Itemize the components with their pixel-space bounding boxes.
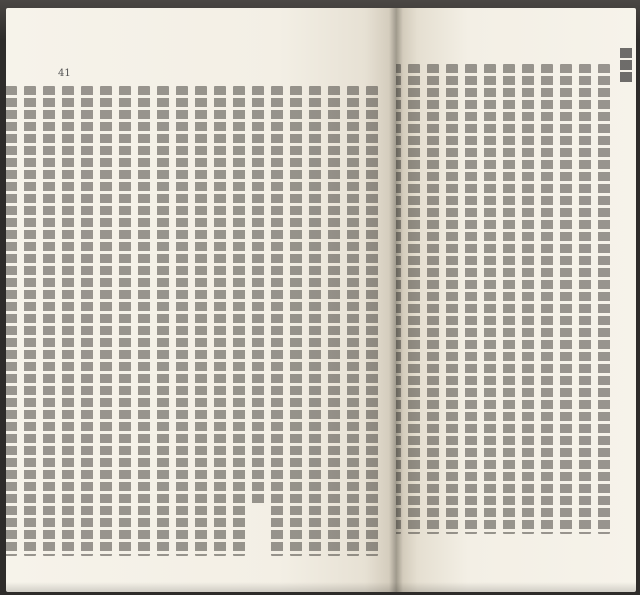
text-column (579, 64, 591, 534)
text-column (366, 86, 378, 556)
text-column (309, 86, 321, 556)
text-column (214, 86, 226, 556)
left-page (6, 8, 396, 592)
page-number: 41 (58, 68, 71, 79)
text-column (522, 64, 534, 534)
text-column (503, 64, 515, 534)
text-column (328, 86, 340, 556)
text-column (176, 86, 188, 556)
open-book (6, 8, 636, 592)
book-gutter (389, 8, 403, 592)
text-column (271, 86, 283, 556)
right-page-text-block (396, 64, 610, 534)
text-column (43, 86, 55, 556)
running-head (620, 48, 632, 82)
text-column (427, 64, 439, 534)
text-column (541, 64, 553, 534)
text-column (290, 86, 302, 556)
page-edge-shadow (6, 582, 636, 592)
left-page-text-block (6, 86, 378, 556)
text-column (484, 64, 496, 534)
text-column (62, 86, 74, 556)
text-column (408, 64, 420, 534)
text-column (252, 86, 264, 506)
right-page (396, 8, 636, 592)
text-column (465, 64, 477, 534)
text-column (119, 86, 131, 556)
text-column (347, 86, 359, 556)
text-column (138, 86, 150, 556)
text-column (560, 64, 572, 534)
text-column (195, 86, 207, 556)
text-column (157, 86, 169, 556)
text-column (446, 64, 458, 534)
text-column (598, 64, 610, 534)
text-column (24, 86, 36, 556)
text-column (6, 86, 17, 556)
text-column (81, 86, 93, 556)
text-column (233, 86, 245, 556)
text-column (100, 86, 112, 556)
